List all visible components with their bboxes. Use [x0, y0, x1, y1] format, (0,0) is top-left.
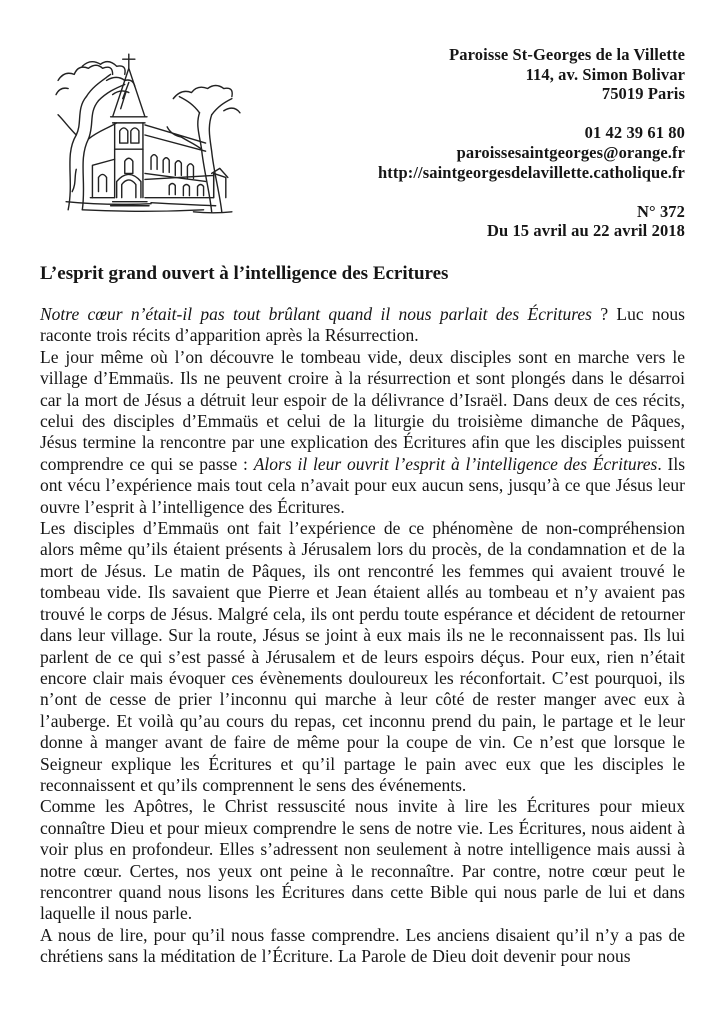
- text-run: Le jour même où l’on découvre le tombeau vide, deux disciples sont en marche vers le village d’Emmaüs. Ils ne peuvent croire à la résurrection et sont plongés dans le désarroi car la mort de Jésus a détruit leur espoir de la délivrance d’Israël. Dans deux de ces récits, celui des disciples d’Emmaüs et celui de la liturgie du troisième dimanche de Pâques, Jésus termine la rencontre par une explication des Écritures afin que les disciples puissent comprendre ce qui se passe :: [40, 346, 685, 474]
- body-paragraph: [40, 304, 685, 347]
- header-line: http://saintgeorgesdelavillette.catholique.fr: [378, 162, 685, 182]
- text-run: Les disciples d’Emmaüs ont fait l’expérience de ce phénomène de non-compréhension alors même qu’ils étaient présents à Jérusalem lors du procès, de la condamnation et de la mort de Jésus. Le matin de Pâques, ils ont rencontré les femmes qui avaient trouvé le tombeau vide. Ils savaient que Pierre et Jean étaient allés au tombeau et n’y avaient pas trouvé le corps de Jésus. Malgré cela, ils ont perdu toute espérance et décident de retourner dans leur village. Sur la route, Jésus se joint à eux mais ils ne le reconnaissent pas. Ils lui parlent de ce qui s’est passé à Jérusalem et de leurs espoirs déçus. Pour eux, rien n’était encore clair mais évoquer ces évènements douloureux les réconfortait. C’est pourquoi, ils n’ont de cesse de prier l’inconnu qui marche à leur côté de rester manger avec eux à l’auberge. Et voilà qu’au cours du repas, cet inconnu prend du pain, le partage et le leur donne à manger avant de faire de même pour la coupe de vin. Ce n’est que lorsque le Seigneur explique les Écritures et qu’il partage le pain avec eux que les disciples le reconnaissent et qu’ils comprennent le sens des événements.: [40, 518, 685, 795]
- body-paragraph: [40, 925, 685, 968]
- header-line: 75019 Paris: [601, 84, 685, 104]
- header-line: N° 372: [637, 201, 685, 221]
- article-title: L’esprit grand ouvert à l’intelligence des Ecritures: [40, 263, 449, 284]
- church-illustration: [52, 50, 244, 220]
- italic-text-run: Alors il leur ouvrit l’esprit à l’intelligence des Écritures: [253, 453, 658, 474]
- church-line-drawing-icon: [52, 50, 244, 220]
- body-paragraph: [40, 796, 685, 924]
- header-line: paroissesaintgeorges@orange.fr: [456, 142, 685, 162]
- text-run: ? Luc nous raconte trois récits d’apparition après la Résurrection.: [40, 304, 685, 346]
- header-line: 114, av. Simon Bolivar: [525, 64, 685, 84]
- issue-block: [260, 202, 685, 241]
- header-line: Paroisse St-Georges de la Villette: [449, 45, 685, 64]
- text-run: Comme les Apôtres, le Christ ressuscité nous invite à lire les Écritures pour mieux connaître Dieu et pour mieux comprendre le sens de notre vie. Les Écritures, nous aident à voir plus en profondeur. Elles s’adressent non seulement à notre intelligence mais aussi à notre cœur. Certes, nos yeux ont peine à le reconnaître. Par contre, notre cœur peut le rencontrer quand nous lisons les Écritures dans cette Bible qui nous parle de lui et dans laquelle il nous parle.: [40, 796, 685, 924]
- header-line: 01 42 39 61 80: [584, 123, 685, 143]
- body-paragraph: [40, 518, 685, 796]
- body-paragraph: [40, 347, 685, 518]
- header-line: Du 15 avril au 22 avril 2018: [486, 221, 685, 241]
- address-block: [260, 45, 685, 104]
- header-contact-block: [260, 45, 685, 241]
- contact-block: [260, 123, 685, 182]
- italic-text-run: Notre cœur n’était-il pas tout brûlant quand il nous parlait des Écritures: [40, 304, 592, 324]
- article: [40, 261, 685, 968]
- text-run: A nous de lire, pour qu’il nous fasse comprendre. Les anciens disaient qu’il n’y a pas de chrétiens sans la méditation de l’Écriture. La Parole de Dieu doit devenir pour nous: [40, 924, 685, 967]
- article-body: [40, 304, 685, 968]
- text-run: . Ils ont vécu l’expérience mais tout cela n’avait pour eux aucun sens, jusqu’à ce que Jésus leur ouvre l’esprit à l’intelligence des Écritures.: [40, 453, 686, 517]
